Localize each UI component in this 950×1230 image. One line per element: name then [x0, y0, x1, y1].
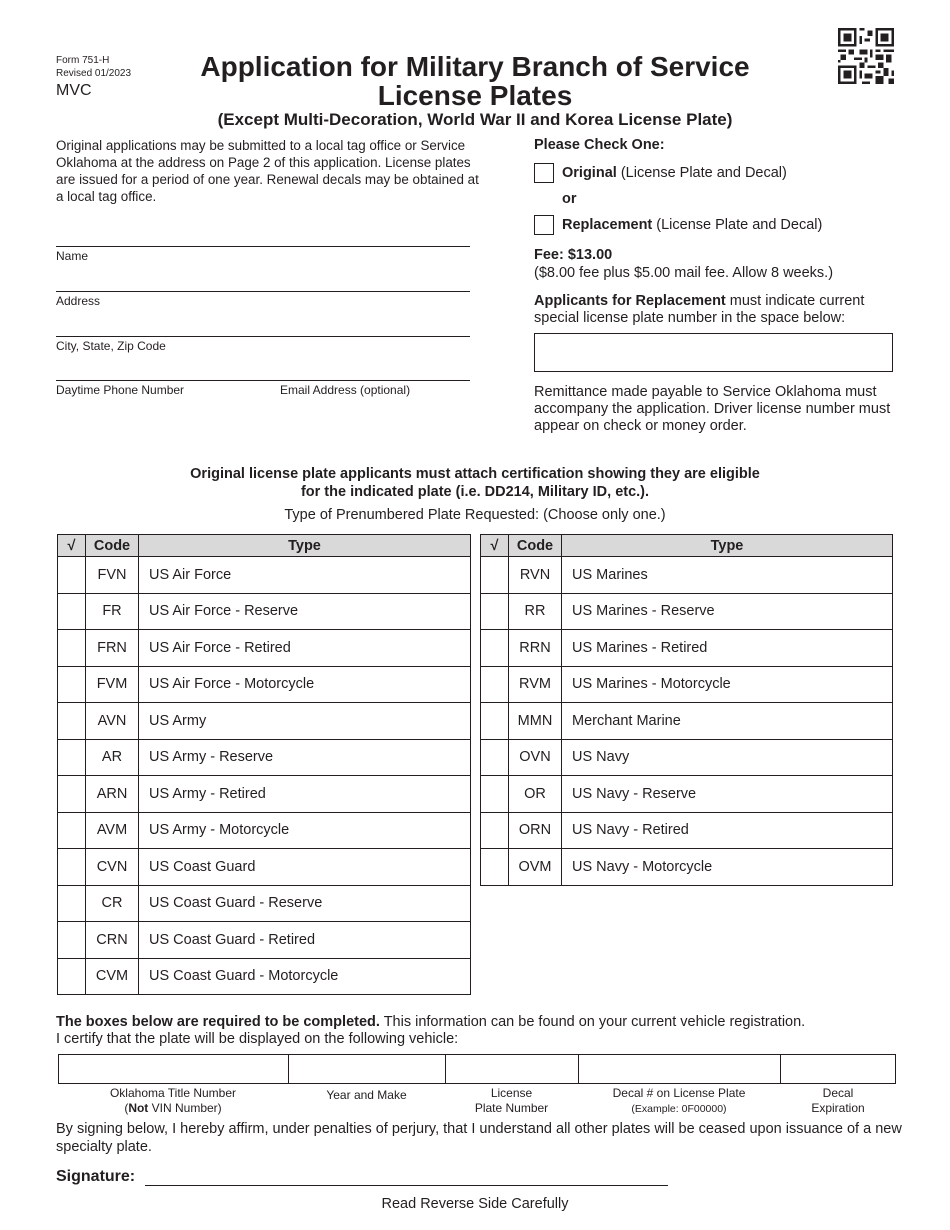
- plate-checkbox-cell[interactable]: [481, 849, 509, 886]
- replacement-note-bold: Applicants for Replacement: [534, 293, 726, 309]
- plate-checkbox-cell[interactable]: [481, 776, 509, 813]
- form-number: Form 751-H: [56, 55, 110, 66]
- code-column-header: Code: [509, 535, 562, 557]
- plate-checkbox-cell[interactable]: [58, 776, 86, 813]
- original-rest: (License Plate and Decal): [616, 165, 787, 181]
- plate-checkbox-cell[interactable]: [58, 593, 86, 630]
- agency-code: MVC: [56, 82, 92, 99]
- plate-code: FVM: [86, 666, 139, 703]
- type-column-header: Type: [139, 535, 471, 557]
- plate-checkbox-cell[interactable]: [481, 666, 509, 703]
- certify-line: I certify that the plate will be displayed on the following vehicle:: [56, 1031, 459, 1047]
- plate-type: US Coast Guard - Reserve: [139, 885, 471, 922]
- table-row: [58, 776, 471, 813]
- decal-number-text: Decal # on License Plate: [612, 1086, 746, 1100]
- table-row: [481, 776, 893, 813]
- plate-checkbox-cell[interactable]: [481, 557, 509, 594]
- plate-number-text: Plate Number: [474, 1101, 549, 1115]
- plate-checkbox-cell[interactable]: [481, 703, 509, 740]
- vehicle-info-boxes: [58, 1054, 896, 1084]
- table-row: [58, 593, 471, 630]
- required-section-text: [56, 1014, 936, 1048]
- qr-code-icon: [838, 28, 894, 84]
- check-one-title: Please Check One:: [534, 137, 665, 153]
- plate-code: FR: [86, 593, 139, 630]
- plate-code: CVN: [86, 849, 139, 886]
- vin-number-text: VIN Number): [148, 1101, 222, 1115]
- phone-label: Daytime Phone Number: [56, 383, 185, 397]
- or-label: or: [562, 191, 577, 207]
- type-column-header: Type: [562, 535, 893, 557]
- plate-code: CVM: [86, 958, 139, 995]
- table-row: [58, 703, 471, 740]
- certification-line-2: for the indicated plate (i.e. DD214, Military ID, etc.).: [300, 484, 650, 500]
- plate-checkbox-cell[interactable]: [58, 958, 86, 995]
- plate-code: MMN: [509, 703, 562, 740]
- plate-type: Merchant Marine: [562, 703, 893, 740]
- plate-type: US Coast Guard: [139, 849, 471, 886]
- paren-open: (: [124, 1101, 129, 1115]
- table-row: [58, 812, 471, 849]
- plate-code: CR: [86, 885, 139, 922]
- table-row: [481, 666, 893, 703]
- table-row: [58, 666, 471, 703]
- plate-table-right: [480, 534, 893, 886]
- decal-expiration-box[interactable]: [781, 1055, 895, 1083]
- table-row: [481, 630, 893, 667]
- plate-type: US Marines - Reserve: [562, 593, 893, 630]
- table-row: [58, 885, 471, 922]
- check-column-header: √: [481, 535, 509, 557]
- remittance-note: Remittance made payable to Service Oklahoma must accompany the application. Driver license number must appear on check or money order.: [534, 384, 891, 434]
- decal-text: Decal: [822, 1086, 854, 1100]
- plate-checkbox-cell[interactable]: [58, 703, 86, 740]
- plate-table-left: [57, 534, 471, 995]
- table-header-row: [58, 535, 471, 557]
- table-row: [58, 958, 471, 995]
- title-number-label: [58, 1086, 288, 1116]
- required-rest: This information can be found on your current vehicle registration.: [379, 1014, 806, 1030]
- fee-label: Fee: $13.00: [534, 247, 613, 263]
- revised-date: Revised 01/2023: [56, 68, 132, 79]
- plate-code: AR: [86, 739, 139, 776]
- decal-expiration-label: [780, 1086, 896, 1116]
- certification-line-1: Original license plate applicants must attach certification showing they are eligible: [190, 466, 760, 482]
- table-row: [58, 557, 471, 594]
- plate-type: US Coast Guard - Retired: [139, 922, 471, 959]
- replacement-note: [534, 293, 904, 327]
- expiration-text: Expiration: [811, 1101, 865, 1115]
- plate-checkbox-cell[interactable]: [58, 849, 86, 886]
- license-plate-number-box[interactable]: [446, 1055, 579, 1083]
- plate-type: US Army - Motorcycle: [139, 812, 471, 849]
- plate-type: US Air Force - Motorcycle: [139, 666, 471, 703]
- name-label: Name: [56, 249, 89, 263]
- license-plate-number-label: [445, 1086, 578, 1116]
- title-number-subtext: [58, 1101, 288, 1116]
- title-number-box[interactable]: [59, 1055, 289, 1083]
- footer-note: Read Reverse Side Carefully: [381, 1196, 569, 1212]
- plate-type: US Air Force - Retired: [139, 630, 471, 667]
- address-field[interactable]: [56, 291, 470, 292]
- decal-number-box[interactable]: [579, 1055, 781, 1083]
- plate-checkbox-cell[interactable]: [58, 885, 86, 922]
- not-bold: Not: [128, 1101, 149, 1115]
- plate-checkbox-cell[interactable]: [58, 557, 86, 594]
- plate-code: OVN: [509, 739, 562, 776]
- signature-label: Signature:: [56, 1168, 136, 1185]
- plate-code: RRN: [509, 630, 562, 667]
- plate-checkbox-cell[interactable]: [58, 739, 86, 776]
- replacement-option-label: [562, 217, 822, 233]
- replacement-rest: (License Plate and Decal): [652, 217, 823, 233]
- decal-number-label: [578, 1086, 780, 1117]
- license-text: License: [490, 1086, 533, 1100]
- original-bold: Original: [562, 165, 617, 181]
- form-title: [150, 52, 800, 110]
- plate-type: US Army - Reserve: [139, 739, 471, 776]
- replacement-bold: Replacement: [562, 217, 653, 233]
- name-field[interactable]: [56, 246, 470, 247]
- plate-checkbox-cell[interactable]: [481, 739, 509, 776]
- plate-type: US Navy - Motorcycle: [562, 849, 893, 886]
- table-row: [481, 557, 893, 594]
- plate-code: CRN: [86, 922, 139, 959]
- current-plate-number-field[interactable]: [534, 333, 893, 372]
- replacement-note-rest: must indicate current special license plate number in the space below:: [534, 293, 865, 326]
- table-row: [58, 922, 471, 959]
- plate-checkbox-cell[interactable]: [58, 630, 86, 667]
- table-row: [481, 703, 893, 740]
- plate-code: ARN: [86, 776, 139, 813]
- plate-type: US Navy: [562, 739, 893, 776]
- table-row: [58, 630, 471, 667]
- plate-checkbox-cell[interactable]: [481, 812, 509, 849]
- table-row: [481, 593, 893, 630]
- year-make-box[interactable]: [289, 1055, 446, 1083]
- signature-field[interactable]: [145, 1185, 668, 1186]
- plate-type: US Navy - Reserve: [562, 776, 893, 813]
- plate-code: OVM: [509, 849, 562, 886]
- table-row: [58, 739, 471, 776]
- replacement-checkbox[interactable]: [534, 215, 554, 235]
- plate-type: US Coast Guard - Motorcycle: [139, 958, 471, 995]
- form-subtitle: (Except Multi-Decoration, World War II and Korea License Plate): [217, 110, 733, 129]
- phone-email-field[interactable]: [56, 380, 470, 381]
- decal-example: (Example: 0F00000): [631, 1103, 727, 1115]
- plate-type: US Army - Retired: [139, 776, 471, 813]
- check-column-header: √: [58, 535, 86, 557]
- plate-checkbox-cell[interactable]: [481, 593, 509, 630]
- address-label: Address: [56, 294, 101, 308]
- table-row: [58, 849, 471, 886]
- plate-code: RVN: [509, 557, 562, 594]
- original-checkbox[interactable]: [534, 163, 554, 183]
- title-number-text: Oklahoma Title Number: [109, 1086, 237, 1100]
- required-bold: The boxes below are required to be completed.: [56, 1014, 380, 1030]
- table-row: [481, 849, 893, 886]
- plate-checkbox-cell[interactable]: [58, 812, 86, 849]
- plate-code: OR: [509, 776, 562, 813]
- plate-code: FRN: [86, 630, 139, 667]
- plate-checkbox-cell[interactable]: [481, 630, 509, 667]
- plate-code: AVN: [86, 703, 139, 740]
- plate-checkbox-cell[interactable]: [58, 666, 86, 703]
- plate-type: US Marines - Retired: [562, 630, 893, 667]
- email-label: Email Address (optional): [280, 383, 411, 397]
- plate-type: US Marines - Motorcycle: [562, 666, 893, 703]
- plate-type-prompt: Type of Prenumbered Plate Requested: (Choose only one.): [284, 507, 666, 523]
- table-row: [481, 812, 893, 849]
- decal-example-text: [578, 1101, 780, 1117]
- year-make-label: Year and Make: [326, 1088, 407, 1102]
- original-option-label: [562, 165, 787, 181]
- plate-type: US Air Force - Reserve: [139, 593, 471, 630]
- plate-type: US Air Force: [139, 557, 471, 594]
- plate-code: FVN: [86, 557, 139, 594]
- plate-checkbox-cell[interactable]: [58, 922, 86, 959]
- plate-code: RVM: [509, 666, 562, 703]
- fee-detail: ($8.00 fee plus $5.00 mail fee. Allow 8 weeks.): [534, 265, 834, 281]
- plate-code: RR: [509, 593, 562, 630]
- code-column-header: Code: [86, 535, 139, 557]
- plate-type: US Marines: [562, 557, 893, 594]
- intro-paragraph: Original applications may be submitted to a local tag office or Service Oklahoma at the address on Page 2 of this application. License plates are issued for a period of one year. Renewal decals may be obtained at a local tag office.: [56, 138, 479, 204]
- plate-code: ORN: [509, 812, 562, 849]
- plate-type: US Army: [139, 703, 471, 740]
- city-state-zip-label: City, State, Zip Code: [56, 339, 166, 353]
- affirmation-text: By signing below, I hereby affirm, under penalties of perjury, that I understand all other plates will be ceased upon issuance of a new specialty plate.: [56, 1121, 902, 1155]
- table-row: [481, 739, 893, 776]
- city-state-zip-field[interactable]: [56, 336, 470, 337]
- table-header-row: [481, 535, 893, 557]
- form-number-block: [56, 54, 131, 80]
- required-line: [56, 1014, 936, 1031]
- title-line-1: Application for Military Branch of Service: [200, 51, 750, 82]
- title-line-2: License Plates: [377, 80, 573, 111]
- plate-type: US Navy - Retired: [562, 812, 893, 849]
- plate-code: AVM: [86, 812, 139, 849]
